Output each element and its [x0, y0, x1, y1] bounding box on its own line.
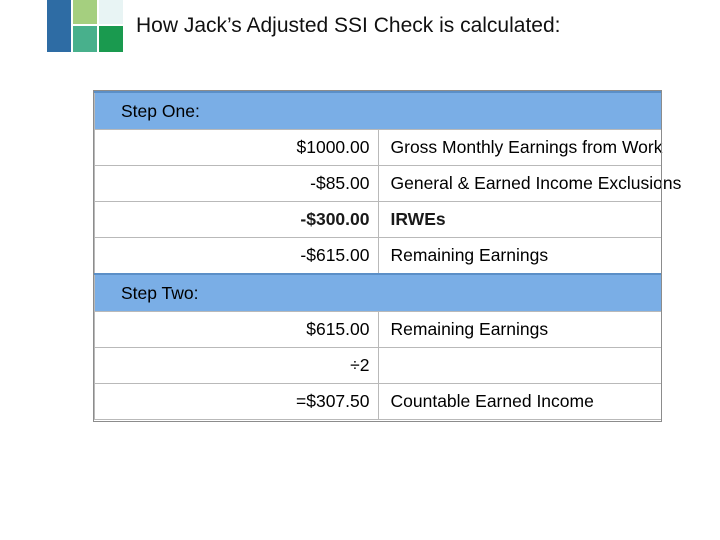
table-row [95, 384, 662, 420]
slide-title: How Jack’s Adjusted SSI Check is calculated: [136, 14, 561, 37]
table-row [95, 238, 662, 275]
table-row [95, 312, 662, 348]
table-row [95, 166, 662, 202]
logo-square [73, 0, 97, 24]
amount-cell: -$85.00 [95, 166, 379, 202]
description-cell: IRWEs [378, 202, 662, 238]
logo-square [73, 26, 97, 52]
description-cell: Countable Earned Income [378, 384, 662, 420]
amount-cell: -$300.00 [95, 202, 379, 238]
description-cell: Remaining Earnings [378, 312, 662, 348]
logo [47, 0, 125, 52]
description-cell [378, 348, 662, 384]
table-row [95, 202, 662, 238]
amount-cell: -$615.00 [95, 238, 379, 275]
logo-square [99, 26, 123, 52]
step-one-label: Step One: [95, 92, 662, 130]
amount-cell: ÷2 [95, 348, 379, 384]
calculation-table [94, 91, 682, 420]
amount-cell: =$307.50 [95, 384, 379, 420]
step-one-header-row [95, 92, 662, 130]
amount-cell: $1000.00 [95, 130, 379, 166]
step-two-label: Step Two: [95, 274, 662, 312]
amount-cell: $615.00 [95, 312, 379, 348]
table-row [95, 130, 662, 166]
step-two-header-row [95, 274, 662, 312]
description-cell: General & Earned Income Exclusions [378, 166, 662, 202]
description-cell: Gross Monthly Earnings from Work [378, 130, 662, 166]
description-cell: Remaining Earnings [378, 238, 662, 275]
table-row [95, 348, 662, 384]
logo-square [47, 0, 71, 52]
logo-square [99, 0, 123, 24]
